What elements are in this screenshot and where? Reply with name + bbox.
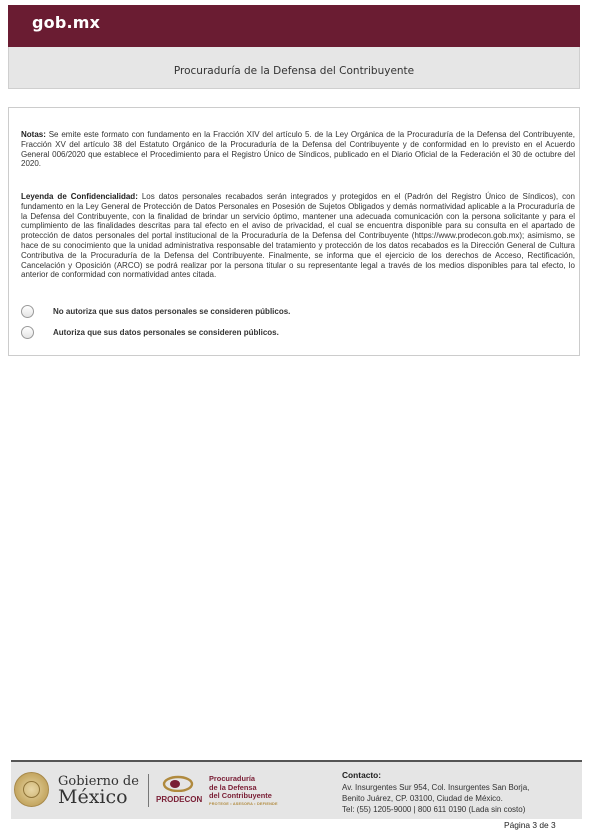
form-panel bbox=[8, 107, 580, 356]
confidentiality-label: Leyenda de Confidencialidad: bbox=[21, 192, 138, 201]
footer-divider bbox=[148, 774, 149, 807]
contact-address-line: Av. Insurgentes Sur 954, Col. Insurgentes San Borja, bbox=[342, 783, 530, 792]
page-title: Procuraduría de la Defensa del Contribuyente bbox=[173, 65, 415, 77]
prodecon-logo-icon bbox=[162, 775, 194, 792]
confidentiality-paragraph bbox=[21, 192, 575, 280]
notes-text: Se emite este formato con fundamento en la Fracción XIV del artículo 5. de la Ley Orgánica de la Procuraduría de la Defensa del Contribuyente, Fracción XV del artículo 38 del Estatuto Orgánico de la Procuraduría de la Defensa del Contribuyente y de conformidad en lo previsto en el Acuerdo General 006/2020 que establece el Procedimiento para el Registro Único de Síndicos, publicado en el Diario Oficial de la Federación el 30 de octubre del 2020. bbox=[21, 130, 575, 169]
option-label[interactable]: No autoriza que sus datos personales se consideren públicos. bbox=[53, 307, 291, 316]
confidentiality-text: Los datos personales recabados serán integrados y protegidos en el (Padrón del Registro Único de Síndicos), con fundamento en la Ley General de Protección de Datos Personales en Posesión de Sujetos Obligados y demás normatividad aplicable a la Procuraduría de la Defensa del Contribuyente, con la finalidad de brindar un servicio óptimo, mantener una adecuada comunicación con la persona solicitante y para el cumplimiento de las finalidades descritas para tal efecto en el aviso de privacidad, el cual se encuentra disponible para su consulta en el apartado de protección de datos personales del portal institucional de la Procuraduría de la Defensa del Contribuyente (https://www.prodecon.gob.mx); asimismo, se hace de su conocimiento que la unidad administrativa responsable del tratamiento y protección de los datos recabados es la Dirección General de Cultura Contributiva de la Procuraduría de la Defensa del Contribuyente. Finalmente, se informa que el ejercicio de los derechos de Acceso, Rectificación, Cancelación y Oposición (ARCO) se podrá realizar por la persona titular o su representante legal a través de los medios disponibles para tal efecto, lo anterior de conformidad con normatividad antes citada. bbox=[21, 192, 575, 280]
national-seal-icon bbox=[14, 772, 49, 807]
radio-autoriza[interactable] bbox=[21, 326, 34, 339]
gob-mx-logo[interactable]: gob.mx bbox=[32, 13, 101, 32]
procuraduria-line: Procuraduría bbox=[209, 774, 256, 783]
gobierno-line1: Gobierno de bbox=[58, 774, 139, 789]
prodecon-name: PRODECON bbox=[156, 795, 203, 804]
gobierno-line2: México bbox=[58, 786, 128, 808]
top-bar bbox=[8, 5, 580, 47]
notes-label: Notas: bbox=[21, 130, 46, 139]
option-label[interactable]: Autoriza que sus datos personales se consideren públicos. bbox=[53, 328, 279, 337]
notes-paragraph bbox=[21, 130, 575, 169]
prodecon-tagline: PROTEGE • ASESORA • DEFIENDE bbox=[209, 802, 278, 806]
sub-header bbox=[8, 47, 580, 89]
procuraduria-text bbox=[209, 775, 272, 801]
contact-title: Contacto: bbox=[342, 770, 382, 780]
procuraduria-line: del Contribuyente bbox=[209, 791, 272, 801]
footer bbox=[11, 760, 582, 819]
page-number: Página 3 de 3 bbox=[504, 820, 556, 830]
radio-no-autoriza[interactable] bbox=[21, 305, 34, 318]
procuraduria-line: de la Defensa bbox=[209, 782, 257, 792]
contact-phone-line: Tel: (55) 1205-9000 | 800 611 0190 (Lada sin costo) bbox=[342, 805, 526, 814]
contact-city-line: Benito Juárez, CP. 03100, Ciudad de México. bbox=[342, 794, 503, 803]
